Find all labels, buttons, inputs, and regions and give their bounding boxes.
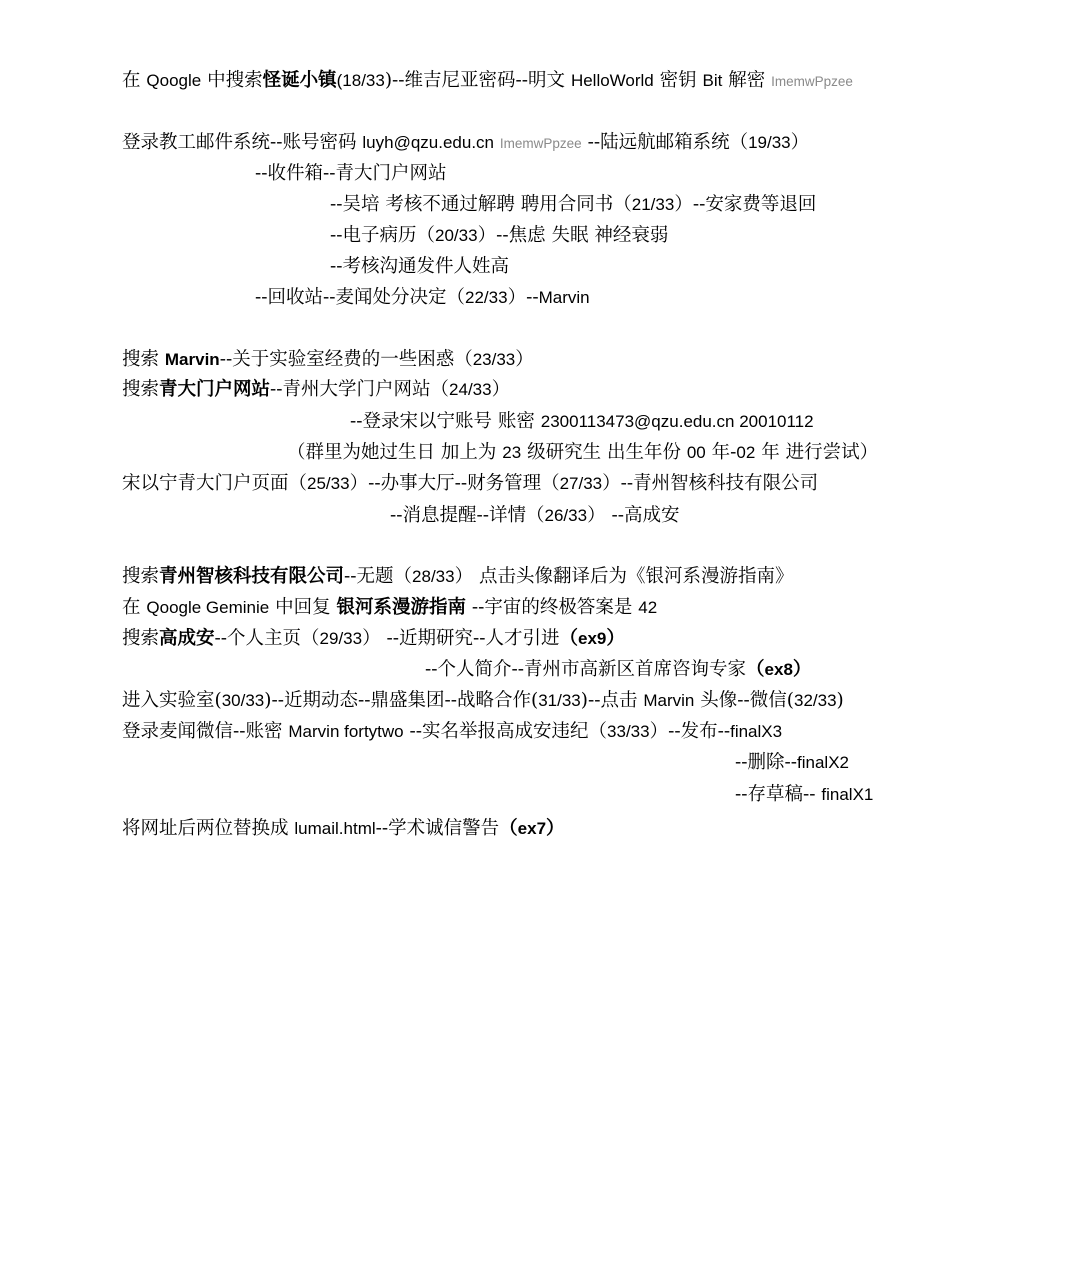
text: 将网址后两位替换成	[122, 818, 295, 839]
text: 搜索	[122, 379, 160, 400]
text: ）--安家费等退回	[674, 194, 817, 215]
doc-line-4	[330, 193, 816, 217]
doc-line-8	[122, 348, 534, 372]
text: 搜索	[122, 628, 160, 649]
text: --登录宋以宁账号 账密	[350, 411, 541, 432]
keyword-bold: 怪诞小镇	[262, 70, 337, 91]
doc-line-13	[390, 504, 679, 528]
text: --青州大学门户网站（	[270, 379, 450, 400]
text: （群里为她过生日 加上为	[287, 442, 503, 463]
ex-tag: ex9	[578, 629, 607, 648]
doc-line-17	[425, 658, 811, 682]
text: )--点击	[580, 690, 644, 711]
text: 密钥	[653, 70, 703, 91]
progress-count: 24/33	[449, 380, 492, 399]
number-text: 02	[736, 443, 756, 462]
text: --收件箱--青大门户网站	[255, 163, 447, 184]
keyword-bold: 青州智核科技有限公司	[159, 566, 345, 587]
text: ） --近期研究--人才引进	[362, 628, 560, 649]
text: ）--发布--	[649, 721, 731, 742]
text-latin: Bit	[702, 71, 723, 90]
text: ）--青州智核科技有限公司	[602, 473, 819, 494]
bracket-bold: ）	[792, 659, 812, 680]
text: ） --高成安	[587, 505, 680, 526]
cipher-text: ImemwPpzee	[771, 74, 853, 89]
keyword-bold: Marvin	[164, 350, 220, 369]
text: )	[836, 690, 844, 711]
progress-count: 29/33	[319, 629, 363, 648]
doc-line-9	[122, 378, 510, 402]
bracket-bold: （	[746, 659, 765, 680]
text: 搜索	[122, 349, 165, 370]
text: ） 点击头像翻译后为《银河系漫游指南》	[454, 566, 794, 587]
final-tag: finalX3	[730, 722, 783, 741]
text: 在	[122, 70, 147, 91]
progress-count: 21/33	[631, 195, 675, 214]
progress-count: 32/33	[794, 691, 837, 710]
text: )--近期动态--鼎盛集团--战略合作(	[264, 690, 539, 711]
text: 中回复	[269, 597, 337, 618]
bracket-bold: ）	[546, 818, 565, 839]
doc-line-5	[330, 224, 668, 248]
progress-count: 33/33	[607, 722, 650, 741]
progress-count: 31/33	[538, 691, 581, 710]
text: ）--	[507, 287, 539, 308]
cipher-text: ImemwPpzee	[499, 136, 582, 151]
final-tag: finalX2	[797, 753, 849, 772]
progress-count: 20/33	[435, 226, 478, 245]
text: --考核沟通发件人姓高	[330, 256, 510, 277]
text-latin: Qoogle	[146, 71, 202, 90]
doc-line-14	[122, 565, 793, 589]
doc-line-16	[122, 627, 625, 651]
text: --消息提醒--详情（	[390, 505, 545, 526]
final-tag: finalX1	[821, 785, 874, 804]
text: 登录教工邮件系统--账号密码	[122, 132, 363, 153]
progress-count: 28/33	[412, 567, 455, 586]
text: 进入实验室(	[122, 690, 222, 711]
keyword-bold: 高成安	[159, 628, 215, 649]
number-text: 42	[638, 598, 658, 617]
doc-line-18	[122, 689, 844, 713]
text: ）	[491, 379, 511, 400]
bracket-bold: （	[559, 628, 578, 649]
progress-count: (18/33	[336, 71, 385, 90]
text: --个人简介--青州市高新区首席咨询专家	[425, 659, 747, 680]
number-text: 00	[686, 443, 706, 462]
text: --学术诚信警告	[375, 818, 500, 839]
text: --实名举报高成安违纪（	[403, 721, 608, 742]
email-text: luyh@qzu.edu.cn	[362, 133, 495, 152]
text: 年-	[705, 442, 737, 463]
bracket-bold: ）	[606, 628, 625, 649]
text: 中搜索	[201, 70, 263, 91]
doc-line-7	[255, 286, 590, 310]
doc-line-22	[122, 817, 565, 841]
text-latin: Marvin	[643, 691, 695, 710]
doc-line-6	[330, 255, 509, 279]
bracket-bold: （	[499, 818, 518, 839]
text: --吴培 考核不通过解聘 聘用合同书（	[330, 194, 632, 215]
text: --个人主页（	[214, 628, 320, 649]
text: 在	[122, 597, 147, 618]
text: 登录麦闻微信--账密	[122, 721, 289, 742]
doc-line-1	[122, 69, 853, 93]
text: 宋以宁青大门户页面（	[122, 473, 308, 494]
keyword-bold: 青大门户网站	[159, 379, 271, 400]
text: 年 进行尝试）	[755, 442, 879, 463]
text: --陆远航邮箱系统（	[581, 132, 749, 153]
doc-line-2	[122, 131, 809, 155]
progress-count: 26/33	[544, 506, 588, 525]
number-text: 23	[502, 443, 522, 462]
doc-line-11	[287, 441, 878, 465]
ex-tag: ex8	[764, 660, 793, 679]
text: --删除--	[735, 752, 798, 773]
credentials-text: Marvin fortytwo	[288, 722, 404, 741]
text: 级研究生 出生年份	[521, 442, 687, 463]
text: ）	[790, 132, 810, 153]
doc-line-12	[122, 472, 818, 496]
text: ）	[515, 349, 534, 370]
credentials-text: 2300113473@qzu.edu.cn 20010112	[540, 412, 814, 431]
doc-line-15	[122, 596, 657, 620]
text-latin: HelloWorld	[570, 71, 654, 90]
text: 头像--微信(	[694, 690, 794, 711]
text: 搜索	[122, 566, 160, 587]
doc-line-3	[255, 162, 447, 186]
url-text: lumail.html	[294, 819, 376, 838]
text: --回收站--麦闻处分决定（	[255, 287, 466, 308]
text: --宇宙的终极答案是	[466, 597, 639, 618]
progress-count: 27/33	[559, 474, 603, 493]
text-latin: Marvin	[538, 288, 590, 307]
doc-line-10	[350, 410, 814, 434]
text: 解密	[722, 70, 772, 91]
text-latin: Qoogle Geminie	[146, 598, 270, 617]
text: --无题（	[344, 566, 413, 587]
text: --电子病历（	[330, 225, 436, 246]
text: ）--办事大厅--财务管理（	[349, 473, 560, 494]
progress-count: 22/33	[465, 288, 508, 307]
ex-tag: ex7	[517, 819, 547, 838]
text: )--维吉尼亚密码--明文	[384, 70, 571, 91]
keyword-bold: 银河系漫游指南	[336, 597, 467, 618]
doc-line-19	[122, 720, 782, 744]
doc-line-20	[735, 751, 849, 775]
text: ）--焦虑 失眠 神经衰弱	[477, 225, 669, 246]
doc-line-21	[735, 783, 873, 807]
progress-count: 19/33	[748, 133, 791, 152]
text: --存草稿--	[735, 784, 822, 805]
progress-count: 23/33	[472, 350, 516, 369]
progress-count: 30/33	[221, 691, 265, 710]
text: --关于实验室经费的一些困惑（	[219, 349, 473, 370]
progress-count: 25/33	[307, 474, 350, 493]
